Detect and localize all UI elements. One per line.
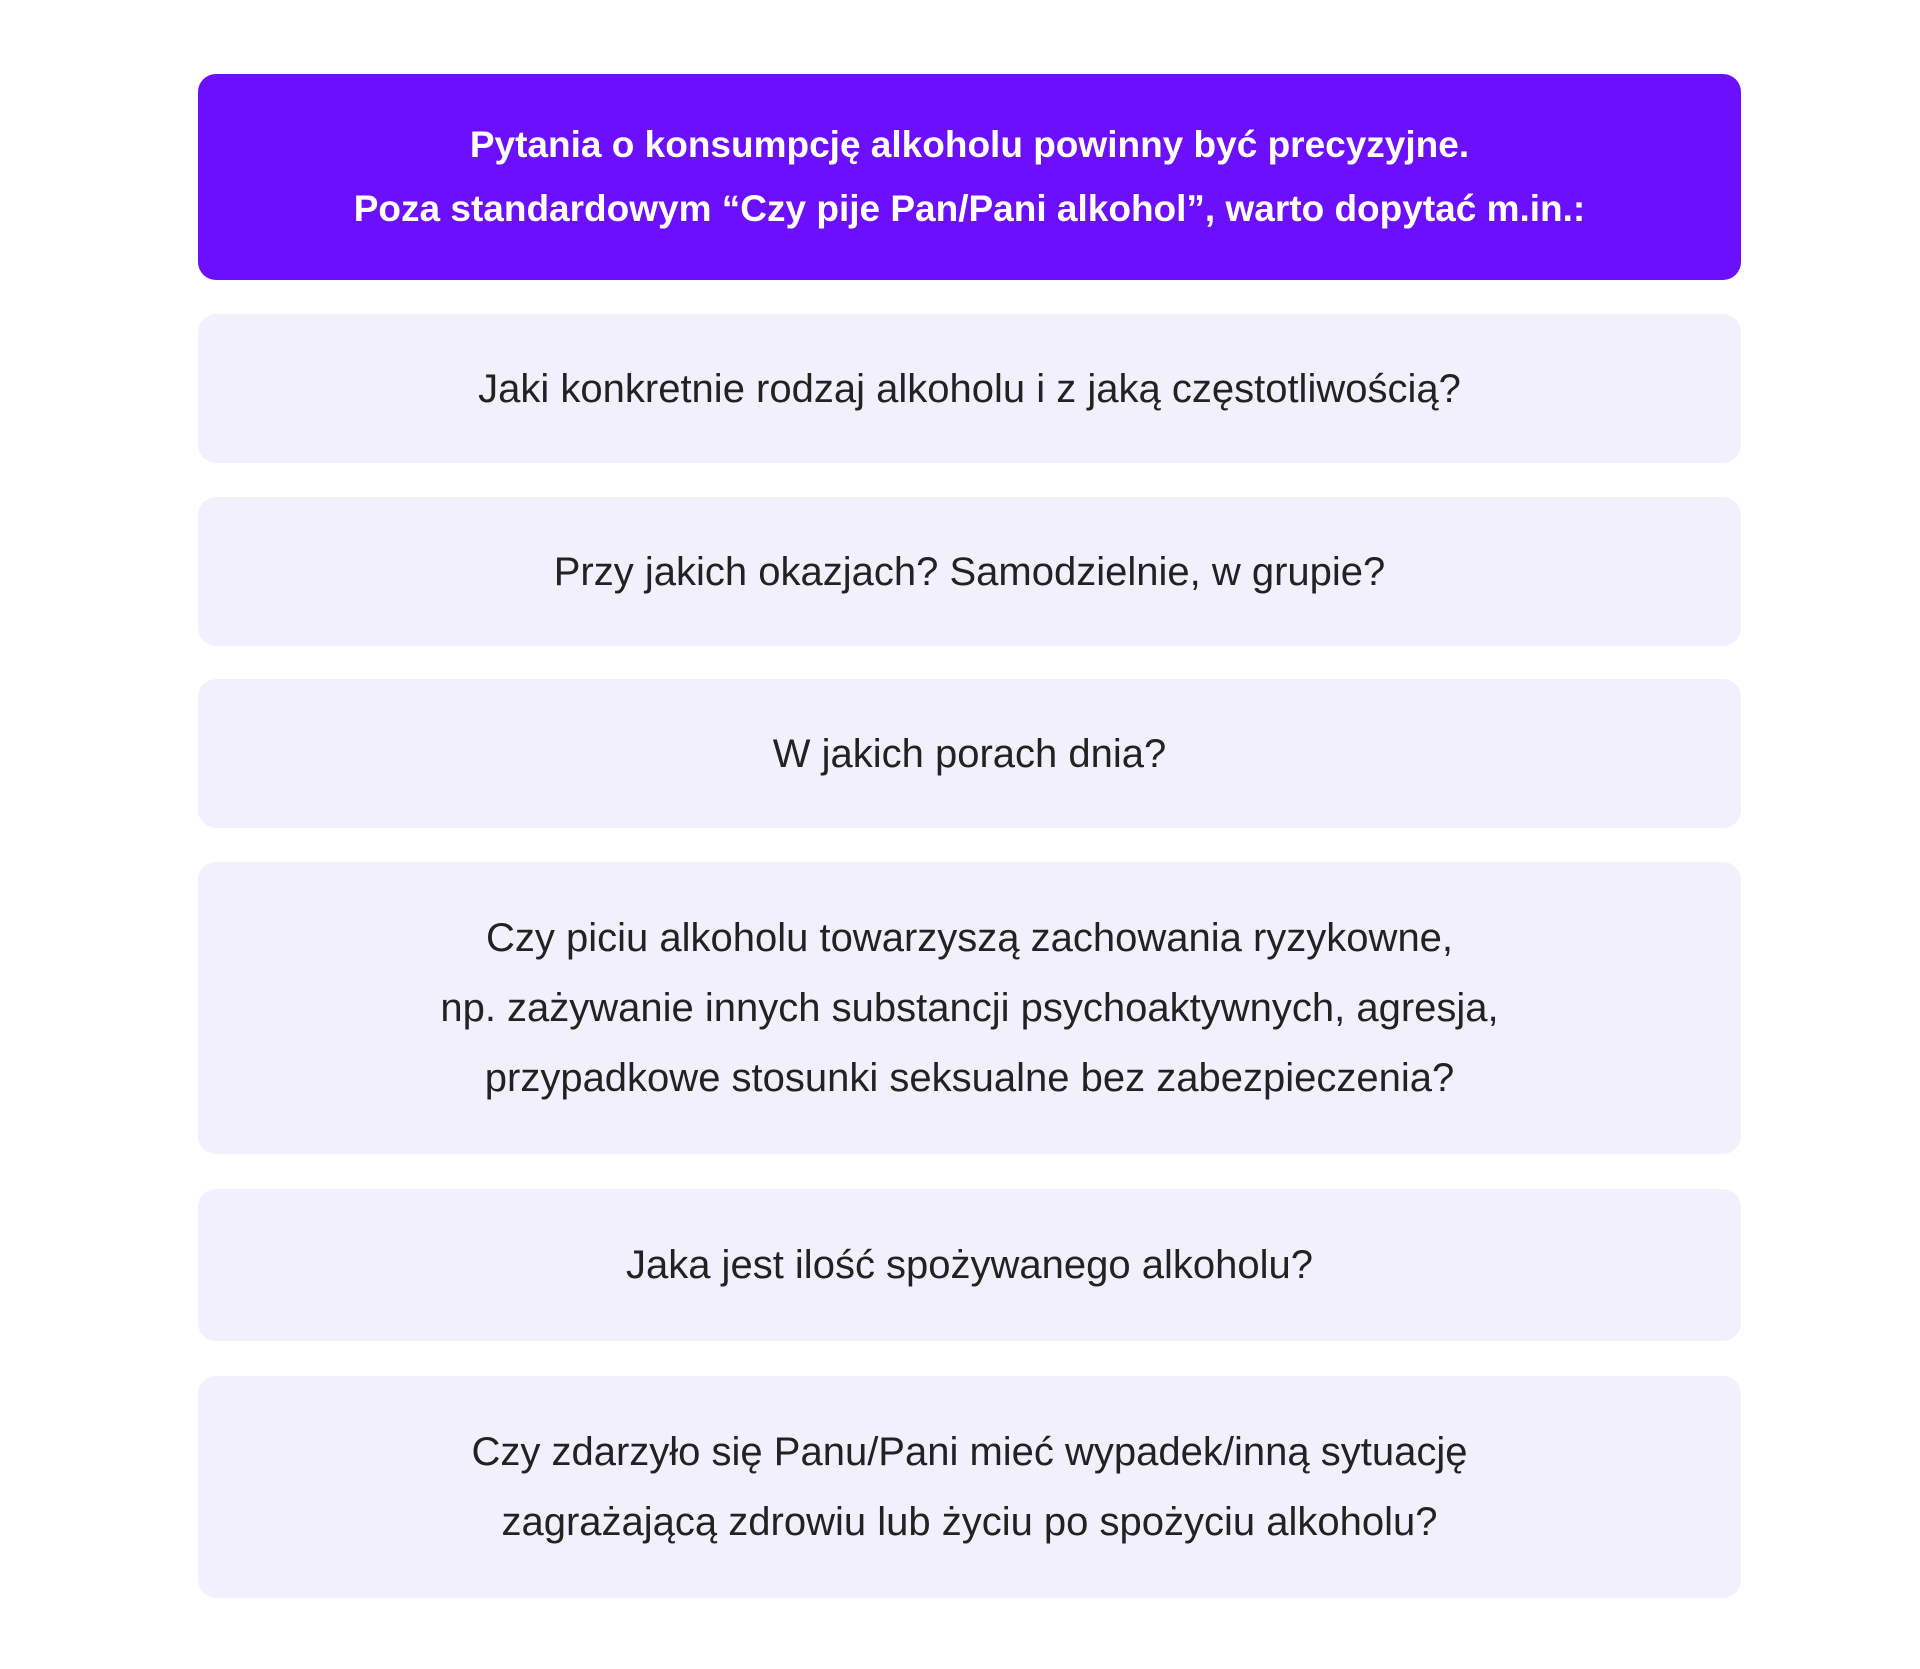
question-card-quantity — [198, 1189, 1741, 1341]
question-text-line-1: Czy piciu alkoholu towarzyszą zachowania ryzykowne, — [485, 916, 1454, 960]
header-banner — [198, 74, 1741, 280]
question-text: W jakich porach dnia? — [772, 731, 1167, 776]
question-text: Przy jakich okazjach? Samodzielnie, w grupie? — [553, 549, 1386, 594]
question-card-risky-behaviour — [198, 862, 1741, 1154]
question-card-type-frequency — [198, 314, 1741, 463]
question-card-time-of-day — [198, 679, 1741, 828]
question-text-line-1: Czy zdarzyło się Panu/Pani mieć wypadek/inną sytuację — [471, 1430, 1468, 1474]
question-text-line-3: przypadkowe stosunki seksualne bez zabezpieczenia? — [484, 1056, 1455, 1100]
question-text-line-2: np. zażywanie innych substancji psychoaktywnych, agresja, — [440, 986, 1499, 1030]
question-card-occasions — [198, 497, 1741, 646]
header-line-1: Pytania o konsumpcję alkoholu powinny być precyzyjne. — [469, 124, 1470, 165]
question-text-line-2: zagrażającą zdrowiu lub życiu po spożyciu alkoholu? — [501, 1500, 1438, 1544]
question-text: Jaka jest ilość spożywanego alkoholu? — [625, 1243, 1314, 1287]
header-line-2: Poza standardowym “Czy pije Pan/Pani alkohol”, warto dopytać m.in.: — [353, 188, 1586, 229]
question-text: Jaki konkretnie rodzaj alkoholu i z jaką częstotliwością? — [478, 366, 1461, 411]
question-card-accident — [198, 1376, 1741, 1598]
